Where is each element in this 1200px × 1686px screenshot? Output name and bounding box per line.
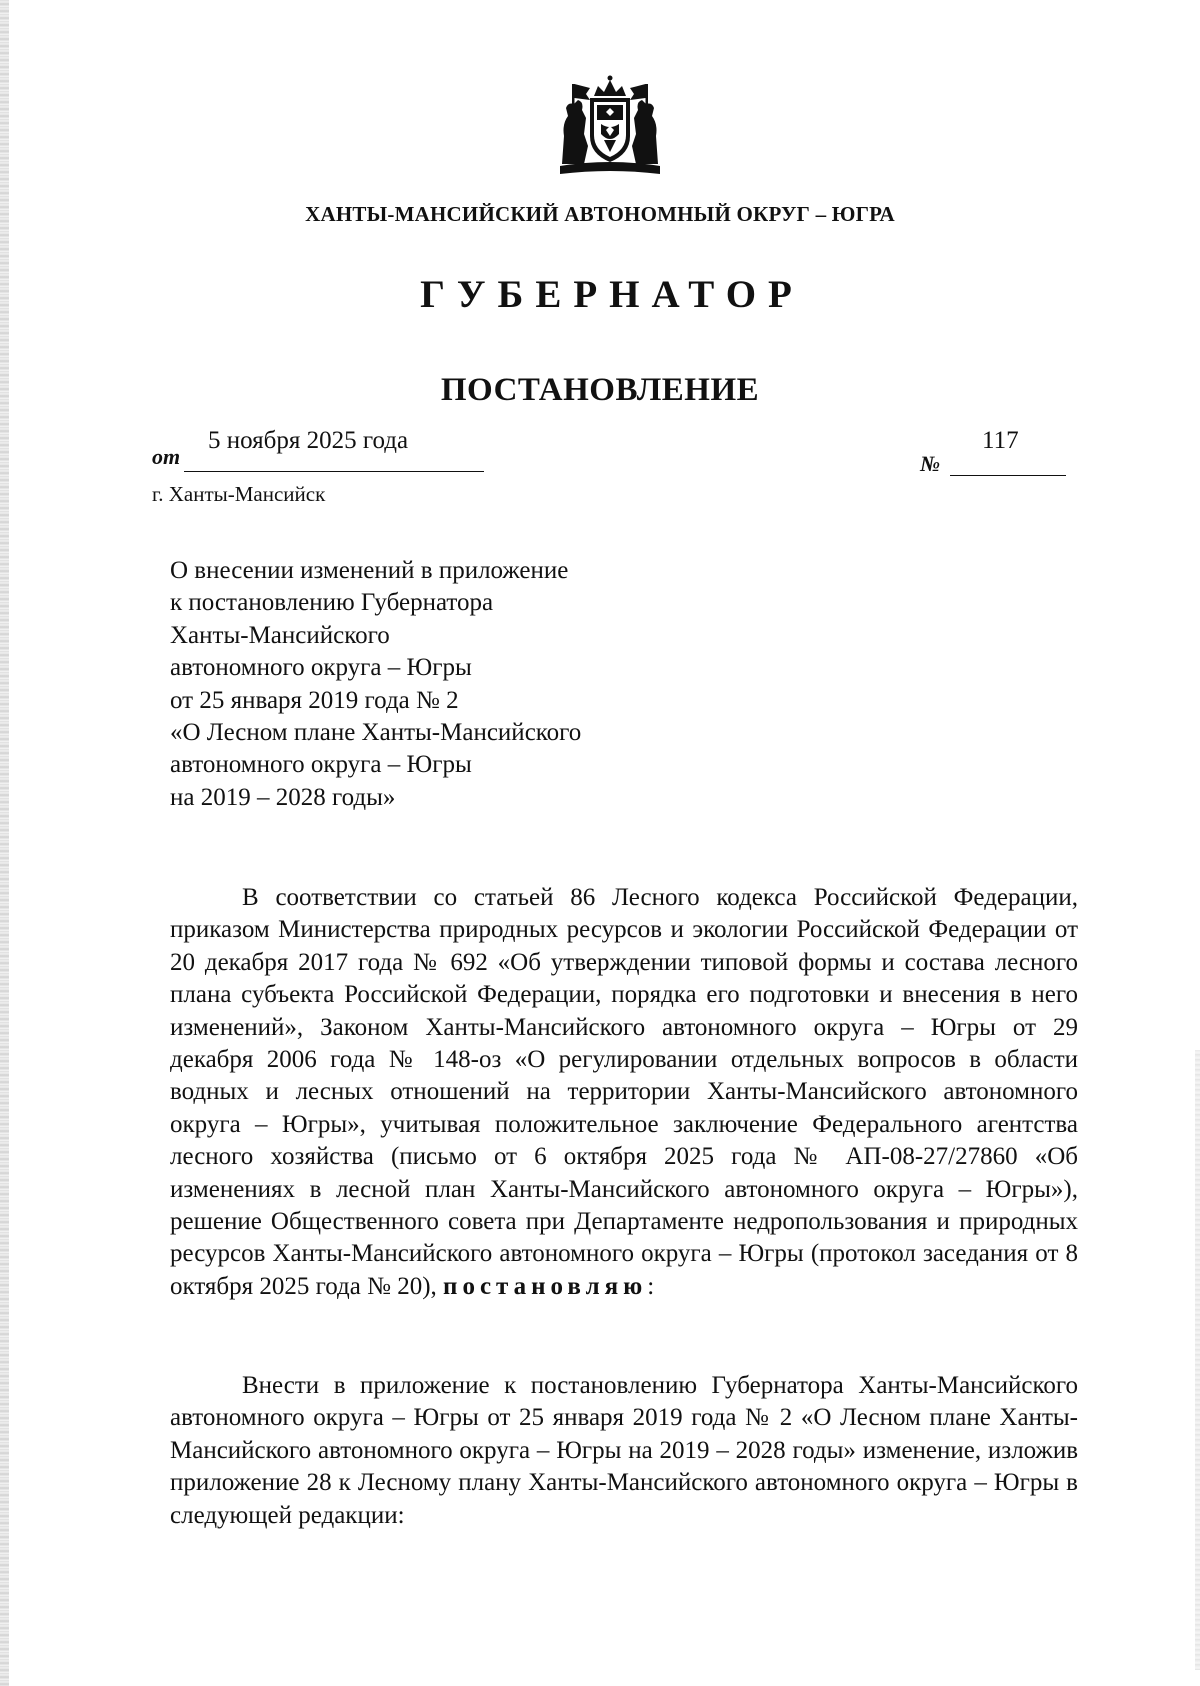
issuer-title: ГУБЕРНАТОР: [420, 273, 804, 316]
preamble-paragraph: [170, 882, 1078, 1303]
city: г. Ханты-Мансийск: [152, 482, 326, 506]
subject-line: от 25 января 2019 года № 2: [170, 686, 459, 714]
subject-line: к постановлению Губернатора: [170, 589, 494, 617]
number-label: №: [920, 451, 941, 476]
subject-line: О внесении изменений в приложение: [170, 557, 569, 584]
scan-edge-right: [1195, 1050, 1200, 1670]
date-underline: [184, 471, 484, 472]
number-underline: [950, 475, 1066, 476]
scan-edge-left: [0, 0, 9, 1686]
subject-line: Ханты-Мансийского: [170, 621, 390, 649]
document-date: 5 ноября 2025 года: [208, 427, 409, 454]
coat-of-arms-emblem: [554, 74, 666, 178]
subject-line: «О Лесном плане Ханты-Мансийского: [170, 719, 582, 747]
document-type: ПОСТАНОВЛЕНИЕ: [440, 372, 760, 408]
preamble-text: В соответствии со статьей 86 Лесного кодекса Российской Федерации, приказом Министерства природных ресурсов и экологии Российской Федерации от 20 декабря 2017 года № 692 «Об утверждении типовой формы и состава лесного плана субъекта Российской Федерации, порядка его подготовки и внесения в него изменений», Законом Ханты-Мансийского автономного округа – Югры от 29 декабря 2006 года № 148-оз «О регулировании отдельных вопросов в области водных и лесных отношений на территории Ханты-Мансийского автономного округа – Югры», учитывая положительное заключение Федерального агентства лесного хозяйства (письмо от 6 октября 2025 года № АП-08-27/27860 «Об изменениях в лесной план Ханты-Мансийского автономного округа – Югры»), решение Общественного совета при Департаменте недропользования и природных ресурсов Ханты-Мансийского автономного округа – Югры (протокол заседания от 8 октября 2025 года № 20),: [170, 884, 1078, 1300]
region-name: ХАНТЫ-МАНСИЙСКИЙ АВТОНОМНЫЙ ОКРУГ – ЮГРА: [305, 202, 895, 226]
operative-paragraph: Внести в приложение к постановлению Губернатора Ханты-Мансийского автономного округа – Югры от 25 января 2019 года № 2 «О Лесном плане Ханты-Мансийского автономного округа – Югры на 2019 – 2028 годы» изменение, изложив приложение 28 к Лесному плану Ханты-Мансийского автономного округа – Югры в следующей редакции:: [170, 1372, 1078, 1529]
resolve-word: постановляю: [443, 1272, 648, 1300]
subject-line: автономного округа – Югры: [170, 751, 472, 779]
resolve-colon: :: [647, 1272, 655, 1300]
subject-line: на 2019 – 2028 годы»: [170, 783, 396, 811]
document-subject: [170, 555, 690, 814]
subject-line: автономного округа – Югры: [170, 654, 472, 682]
document-number: 117: [982, 427, 1019, 454]
date-label: от: [152, 444, 181, 469]
